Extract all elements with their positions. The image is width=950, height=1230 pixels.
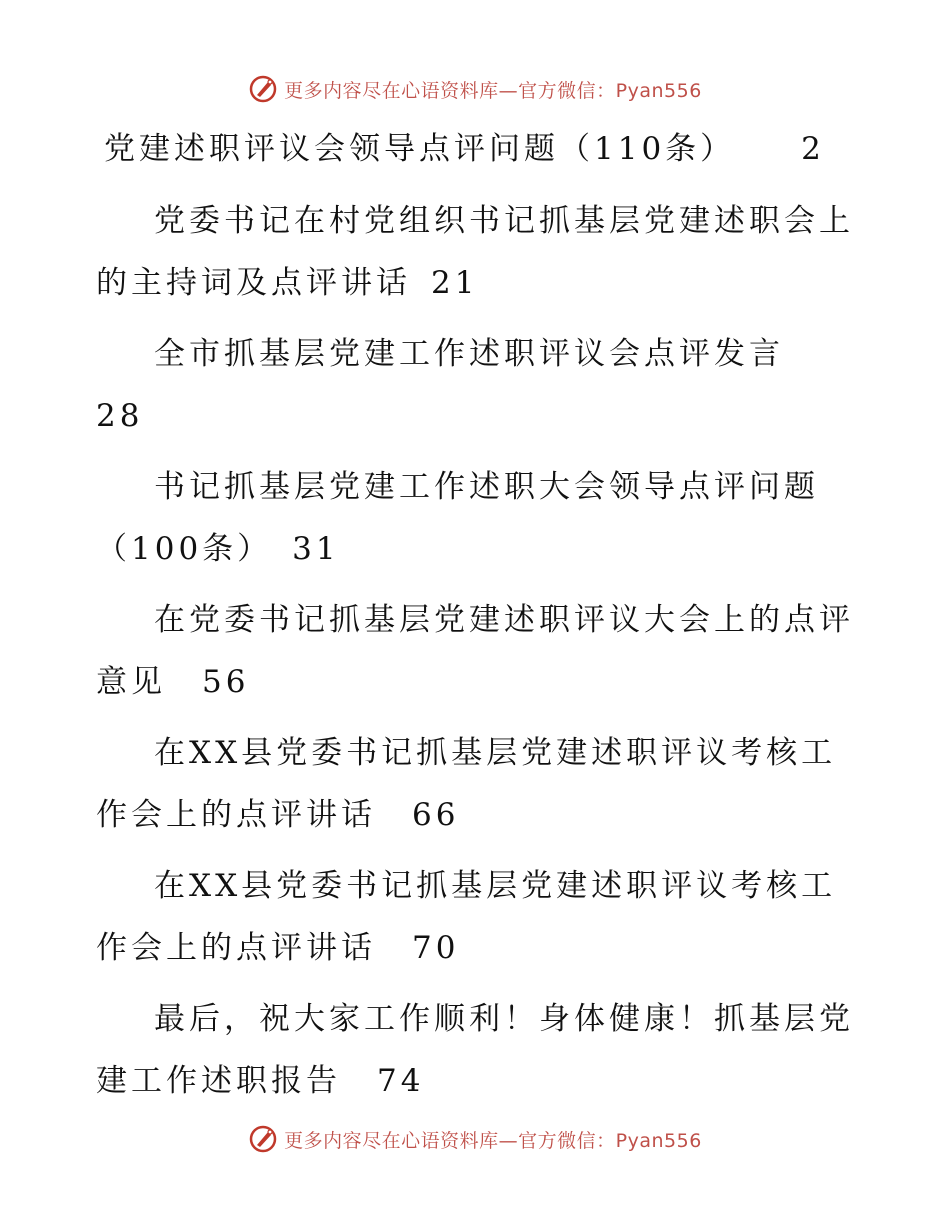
toc-entry-title: 在XX县党委书记抓基层党建述职评议考核工作会上的点评讲话: [96, 868, 837, 966]
toc-entry-page: 70: [412, 930, 460, 966]
pen-logo-icon: [248, 1124, 278, 1154]
toc-entry-title: 最后，祝大家工作顺利！身体健康！抓基层党建工作述职报告: [96, 1001, 854, 1099]
toc-entry[interactable]: [96, 190, 856, 314]
toc-entry-page: 66: [412, 797, 460, 833]
watermark-header: [0, 74, 950, 104]
pen-logo-icon: [248, 74, 278, 104]
watermark-footer: [0, 1124, 950, 1154]
toc-entry[interactable]: [104, 118, 864, 180]
toc-entry-page: 56: [202, 664, 250, 700]
toc-entry[interactable]: [96, 722, 856, 846]
watermark-text: 更多内容尽在心语资料库—官方微信：Pyan556: [284, 1129, 702, 1152]
toc-entry[interactable]: [96, 456, 856, 580]
toc-entry-title: 党建述职评议会领导点评问题（110条）: [104, 131, 736, 167]
toc-entry[interactable]: [96, 988, 856, 1112]
toc-entry-title: 党委书记在村党组织书记抓基层党建述职会上的主持词及点评讲话: [96, 203, 854, 301]
toc-entry[interactable]: [96, 323, 856, 447]
toc-entry[interactable]: [96, 855, 856, 979]
toc-entry-page: 2: [801, 131, 825, 167]
toc-entry-page: 31: [292, 531, 340, 567]
toc-entry[interactable]: [96, 589, 856, 713]
toc-entry-title: 全市抓基层党建工作述职评议会点评发言: [154, 336, 784, 372]
toc-entry-page: 74: [377, 1063, 425, 1099]
watermark-text: 更多内容尽在心语资料库—官方微信：Pyan556: [284, 79, 702, 102]
toc-entry-page: 21: [431, 265, 479, 301]
toc-entry-page: 28: [96, 398, 144, 434]
toc-entry-title: 在党委书记抓基层党建述职评议大会上的点评意见: [96, 602, 854, 700]
toc-entry-title: 书记抓基层党建工作述职大会领导点评问题（100条）: [96, 469, 819, 567]
toc-entry-title: 在XX县党委书记抓基层党建述职评议考核工作会上的点评讲话: [96, 735, 837, 833]
